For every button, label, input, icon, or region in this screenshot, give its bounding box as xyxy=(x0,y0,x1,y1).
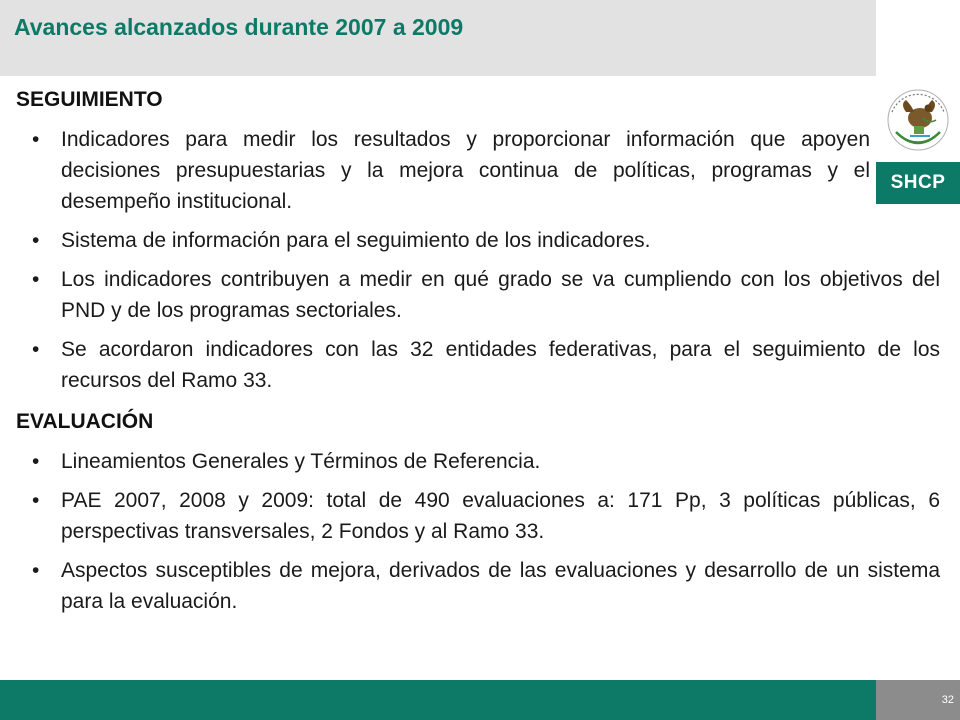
section-heading-seguimiento: SEGUIMIENTO xyxy=(16,88,163,111)
list-item: • Se acordaron indicadores con las 32 entidades federativas, para el seguimiento de los recursos del Ramo 33. xyxy=(16,334,940,396)
seguimiento-list xyxy=(16,124,940,396)
list-item: • PAE 2007, 2008 y 2009: total de 490 evaluaciones a: 171 Pp, 3 políticas públicas, 6 perspectivas transversales, 2 Fondos y al Ramo 33. xyxy=(16,485,940,547)
page-number: 32 xyxy=(941,694,954,706)
list-item: • Indicadores para medir los resultados y proporcionar información que apoyen decisiones presupuestarias y la mejora continua de políticas, programas y el desempeño institucional. xyxy=(16,124,940,217)
list-item: • Lineamientos Generales y Términos de Referencia. xyxy=(16,446,940,477)
list-item: • Sistema de información para el seguimiento de los indicadores. xyxy=(16,225,940,256)
list-item: • Aspectos susceptibles de mejora, derivados de las evaluaciones y desarrollo de un sistema para la evaluación. xyxy=(16,555,940,617)
slide-title: Avances alcanzados durante 2007 a 2009 xyxy=(14,14,464,40)
footer-band xyxy=(0,680,876,720)
shcp-logo-badge: SHCP xyxy=(876,162,960,204)
evaluacion-list xyxy=(16,446,940,617)
content xyxy=(16,88,940,625)
list-item: • Los indicadores contribuyen a medir en qué grado se va cumpliendo con los objetivos del PND y de los programas sectoriales. xyxy=(16,264,940,326)
section-heading-evaluacion: EVALUACIÓN xyxy=(16,410,154,433)
